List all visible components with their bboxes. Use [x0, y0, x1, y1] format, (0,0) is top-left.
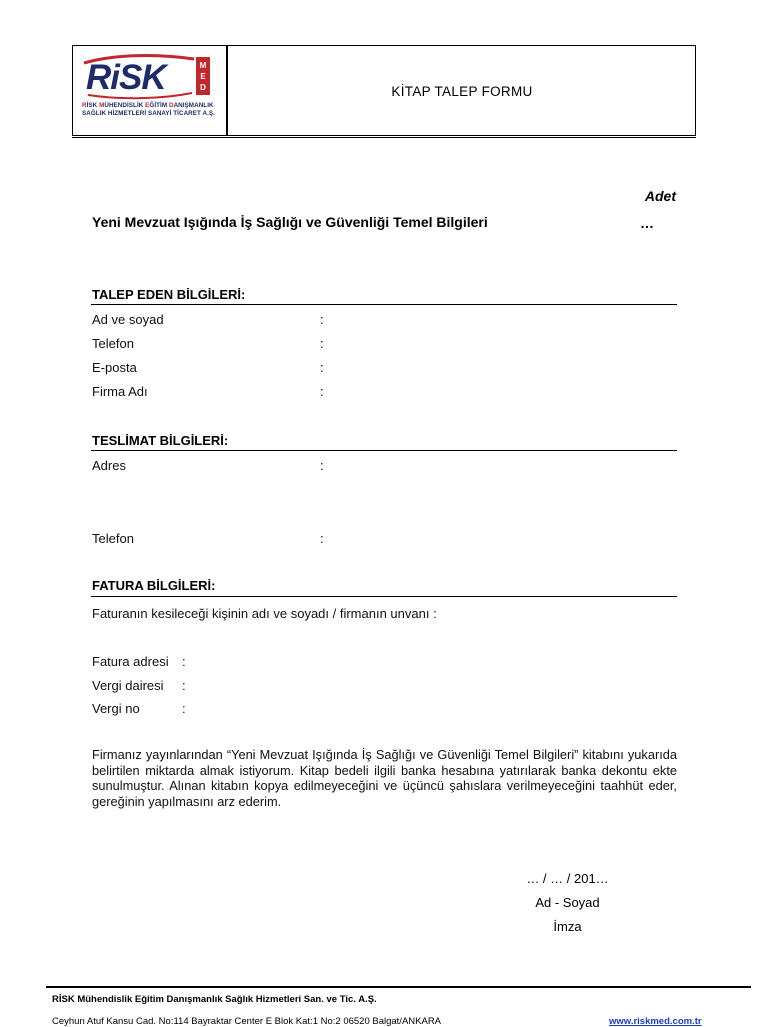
full-name-label: Ad ve soyad: [92, 312, 164, 327]
logo-tagline-line2: SAĞLIK HİZMETLERİ SANAYİ TİCARET A.Ş.: [82, 110, 215, 117]
company-logo: [82, 53, 217, 131]
email-label: E-posta: [92, 360, 137, 375]
address-field[interactable]: :: [320, 458, 324, 473]
svg-text:D: D: [200, 83, 206, 92]
invoice-section-title: FATURA BİLGİLERİ:: [92, 578, 216, 593]
invoice-section-rule: [91, 596, 677, 597]
header-double-rule: [72, 137, 696, 138]
company-name-field[interactable]: :: [320, 384, 324, 399]
name-surname-field[interactable]: Ad - Soyad: [535, 895, 600, 910]
footer-address: Ceyhun Atuf Kansu Cad. No:114 Bayraktar Center E Blok Kat:1 No:2 06520 Balgat/ANKARA: [52, 1016, 442, 1027]
full-name-field[interactable]: :: [320, 312, 324, 327]
logo-word: RiSK: [86, 58, 166, 97]
footer-rule: [46, 986, 751, 988]
requester-section-title: TALEP EDEN BİLGİLERİ:: [92, 287, 246, 302]
phone-field[interactable]: :: [320, 336, 324, 351]
form-title: KİTAP TALEP FORMU: [391, 84, 533, 99]
delivery-section-rule: [91, 450, 677, 451]
book-title: Yeni Mevzuat Işığında İş Sağlığı ve Güvenliği Temel Bilgileri: [92, 214, 488, 230]
delivery-phone-field[interactable]: :: [320, 531, 324, 546]
logo-tagline: [82, 102, 224, 118]
footer-website-link[interactable]: www.riskmed.com.tr: [609, 1016, 702, 1027]
tax-office-field[interactable]: :: [182, 678, 186, 693]
tax-office-label: Vergi dairesi: [92, 678, 164, 693]
request-statement: Firmanız yayınlarından “Yeni Mevzuat Işığında İş Sağlığı ve Güvenliği Temel Bilgileri” kitabını yukarıda belirtilen miktarda almak istiyorum. Kitap bedeli ilgili banka hesabına yatırılarak banka dekontu ekte sunulmuştur. Alınan kitabın kopya edilmeyeceğini ve üçüncü şahıslara verilmeyeceğini taahhüt eder, gereğinin yapılmasını arz ederim.: [92, 747, 677, 809]
svg-text:E: E: [200, 72, 206, 81]
delivery-phone-label: Telefon: [92, 531, 134, 546]
quantity-label: Adet: [644, 188, 676, 204]
invoice-address-field[interactable]: :: [182, 654, 186, 669]
company-name-label: Firma Adı: [92, 384, 148, 399]
tax-number-field[interactable]: :: [182, 701, 186, 716]
footer-company-name: RİSK Mühendislik Eğitim Danışmanlık Sağlık Hizmetleri San. ve Tic. A.Ş.: [52, 994, 377, 1005]
address-label: Adres: [92, 458, 126, 473]
invoice-holder-prompt: Faturanın kesileceği kişinin adı ve soyadı / firmanın unvanı :: [92, 606, 437, 621]
invoice-address-label: Fatura adresi: [92, 654, 169, 669]
delivery-section-title: TESLİMAT BİLGİLERİ:: [92, 433, 229, 448]
requester-section-rule: [91, 304, 677, 305]
signature-field[interactable]: İmza: [553, 919, 582, 934]
phone-label: Telefon: [92, 336, 134, 351]
tax-number-label: Vergi no: [92, 701, 140, 716]
email-field[interactable]: :: [320, 360, 324, 375]
svg-text:M: M: [199, 61, 207, 70]
date-field[interactable]: … / … / 201…: [526, 871, 609, 886]
logo-tagline-line1: RİSK MÜHENDİSLİK EĞİTİM DANIŞMANLIK: [82, 102, 214, 109]
quantity-value[interactable]: …: [640, 215, 654, 231]
